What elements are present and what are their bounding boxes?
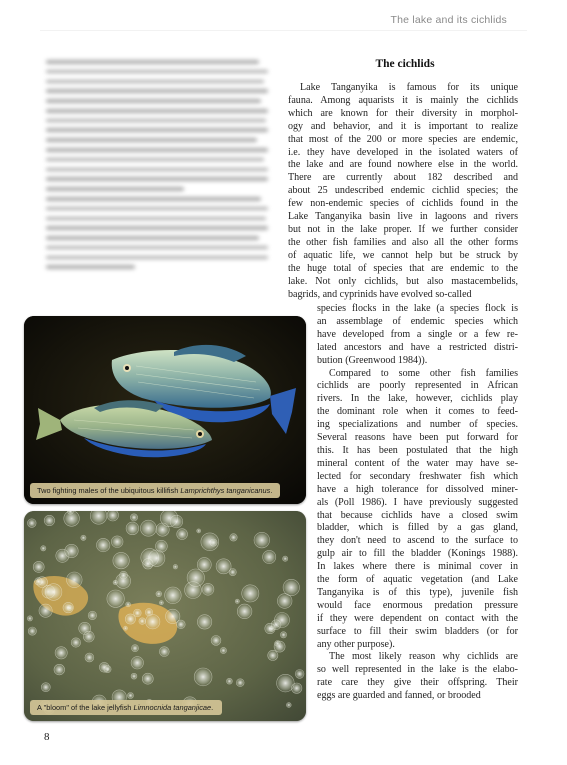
running-header: The lake and its cichlids: [390, 14, 507, 26]
jellyfish-mark: [104, 666, 111, 673]
jellyfish-mark: [28, 627, 36, 635]
text-line: Compared to some other fish families: [329, 367, 518, 379]
jellyfish-mark: [45, 584, 62, 601]
jellyfish-mark: [126, 602, 131, 607]
body-text-narrow: [317, 303, 518, 703]
jellyfish-mark: [55, 647, 67, 659]
jellyfish-photo: [24, 511, 306, 721]
section-title: The cichlids: [375, 58, 435, 70]
text-line: fauna. Among aquarists it is mainly the cichlids: [288, 94, 518, 106]
jellyfish-mark: [39, 604, 52, 617]
jellyfish-mark: [263, 550, 276, 563]
jellyfish-mark: [139, 618, 146, 625]
jellyfish-mark: [35, 578, 42, 585]
jellyfish-mark: [216, 559, 231, 574]
blurred-text-column: [46, 60, 268, 300]
jellyfish-mark: [142, 673, 153, 684]
body-text-full-width: [288, 82, 518, 301]
jellyfish-mark: [67, 511, 73, 514]
jellyfish-mark: [220, 647, 226, 653]
text-line: that because cichlids have a closed swim: [317, 509, 518, 521]
text-line: this. It has been postulated that the high: [317, 444, 518, 456]
text-line: i.e. they have developed in the isolated waters of: [288, 146, 518, 158]
jellyfish-mark: [202, 583, 214, 595]
killifish-photo: [24, 316, 306, 504]
jellyfish-mark: [79, 622, 91, 634]
text-line: the huge total of species that are endemic to the: [288, 262, 518, 274]
text-line: lake. Not only cichlids, but also mastacembelids,: [288, 275, 518, 287]
jellyfish-mark: [54, 664, 65, 675]
jellyfish-mark: [131, 673, 137, 679]
text-line: species flocks in the lake (a species flock is: [317, 303, 518, 314]
text-line: but not in the lake proper. If we further consider: [288, 223, 518, 235]
jellyfish-mark: [283, 556, 288, 561]
jellyfish-mark: [107, 511, 118, 521]
text-line: about 25 undescribed endemic cichlid species; the: [288, 185, 518, 197]
jellyfish-mark: [90, 511, 107, 524]
jellyfish-mark: [159, 647, 169, 657]
jellyfish-mark: [177, 529, 188, 540]
jellyfish-mark: [146, 615, 160, 629]
jellyfish-mark: [197, 615, 211, 629]
jellyfish-mark: [67, 572, 83, 588]
jellyfish-mark: [130, 514, 137, 521]
text-line: any other purpose).: [317, 638, 395, 650]
text-line: eggs are guarded and fanned, or brooded: [317, 690, 481, 702]
jellyfish-mark: [227, 678, 233, 684]
jellyfish-mark: [283, 579, 299, 595]
text-line: There are currently about 182 described and: [288, 172, 518, 184]
jellyfish-mark: [128, 693, 134, 699]
text-line: ogy and behavior, and it is important to realize: [288, 120, 518, 132]
text-line: Lake Tanganyika is famous for its unique: [300, 82, 518, 93]
jellyfish-mark: [85, 653, 94, 662]
jellyfish-mark: [170, 515, 183, 528]
jellyfish-caption: A "bloom" of the lake jellyfish Limnocnida tanganjicae.: [30, 700, 222, 715]
jellyfish-mark: [132, 645, 139, 652]
text-line: lected for secondary freshwater fish which: [317, 470, 518, 482]
jellyfish-mark: [125, 614, 135, 624]
jellyfish-mark: [201, 533, 219, 551]
text-line: few non-endemic species of cichlids found in the: [288, 198, 518, 210]
text-line: the other fish families and also all the other forms: [288, 236, 518, 248]
text-line: the form of aquatic vegetation (and Lake: [317, 574, 518, 586]
jellyfish-mark: [237, 604, 252, 619]
jellyfish-mark: [286, 703, 291, 708]
jellyfish-mark: [187, 569, 204, 586]
jellyfish-mark: [71, 638, 80, 647]
page-number: 8: [44, 731, 50, 743]
text-line: mineral content of the water may have se-: [317, 457, 518, 469]
text-line: an assemblage of endemic species which: [317, 315, 518, 327]
jellyfish-mark: [271, 620, 281, 630]
jellyfish-mark: [44, 515, 54, 525]
jellyfish-mark: [27, 616, 32, 621]
jellyfish-mark: [97, 538, 110, 551]
jellyfish-mark: [295, 670, 304, 679]
jellyfish-mark: [277, 594, 292, 609]
text-line: the lake and are found nowhere else in the world.: [288, 159, 518, 171]
jellyfish-mark: [254, 532, 270, 548]
jellyfish-mark: [63, 602, 73, 612]
jellyfish-mark: [143, 559, 153, 569]
jellyfish-mark: [131, 657, 143, 669]
jellyfish-mark: [126, 522, 139, 535]
jellyfish-mark: [81, 535, 86, 540]
text-line: Lake Tanganyika basin live in lagoons and rivers: [288, 211, 518, 223]
jellyfish-mark: [111, 536, 123, 548]
text-line: lated ancestors and have a restricted distri-: [317, 341, 518, 353]
text-line: would face enormous predation pressure: [317, 599, 518, 611]
killifish-caption: Two fighting males of the ubiquitous killifish Lamprichthys tanganicanus.: [30, 483, 280, 498]
jellyfish-mark: [166, 609, 180, 623]
jellyfish-mark: [194, 668, 212, 686]
jellyfish-mark: [242, 585, 259, 602]
text-line: cichlids are poorly represented in African: [317, 380, 518, 392]
jellyfish-mark: [274, 641, 285, 652]
text-line: The most likely reason why cichlids are: [329, 651, 518, 663]
jellyfish-mark: [134, 609, 142, 617]
text-line: rivers. In the lake, however, cichlids play: [317, 393, 518, 405]
jellyfish-mark: [211, 636, 221, 646]
text-line: gulp air to fill the bladder (Konings 1988).: [317, 548, 518, 560]
text-line: rate care they give their offspring. Their: [317, 677, 518, 689]
text-line: have a high tolerance for dissolved miner-: [317, 483, 518, 495]
jellyfish-mark: [107, 590, 124, 607]
header-rule: [40, 30, 527, 31]
jellyfish-mark: [156, 591, 162, 597]
jellyfish-mark: [165, 587, 182, 604]
jellyfish-mark: [28, 519, 37, 528]
text-line: ing specializations and number of species.: [317, 419, 518, 431]
text-line: so well represented in the lake is the elabo-: [317, 664, 518, 676]
jellyfish-mark: [292, 683, 302, 693]
jellyfish-mark: [268, 650, 278, 660]
jellyfish-mark: [235, 599, 239, 603]
text-line: als (Poll 1986). I have previously suggested: [317, 496, 518, 508]
jellyfish-mark: [120, 571, 128, 579]
jellyfish-mark: [113, 552, 129, 568]
jellyfish-mark: [88, 611, 96, 619]
jellyfish-mark: [280, 632, 286, 638]
jellyfish-mark: [140, 520, 156, 536]
jellyfish-mark: [159, 601, 163, 605]
text-line: they don't need to ascend to the surface to: [317, 535, 518, 547]
text-line: of aquatic life, we cannot help but be struck by: [288, 249, 518, 261]
jellyfish-mark: [41, 683, 50, 692]
jellyfish-mark: [33, 561, 44, 572]
text-line: bution (Greenwood 1984)).: [317, 354, 428, 366]
jellyfish-mark: [173, 565, 177, 569]
text-line: surface to fill their swim bladders (or for: [317, 625, 518, 637]
text-line: the dominant role when it comes to feed-: [317, 406, 518, 418]
jellyfish-mark: [197, 529, 201, 533]
jellyfish-mark: [156, 523, 169, 536]
jellyfish-mark: [236, 679, 244, 687]
text-line: if they were dependent on contact with the: [317, 612, 518, 624]
text-line: which are known for their diversity in morphol-: [288, 107, 518, 119]
jellyfish-mark: [41, 546, 46, 551]
jellyfish-mark: [65, 544, 78, 557]
text-line: In lakes where there is minimal cover in: [317, 561, 518, 573]
text-line: Tanganyika is of this type), juvenile fish: [317, 586, 518, 598]
jellyfish-mark: [124, 626, 128, 630]
text-line: bladder, which is filled by a gas gland,: [317, 522, 518, 534]
text-line: have developed from a single or a few re-: [317, 328, 518, 340]
text-line: Several reasons have been put forward for: [317, 432, 518, 444]
text-line: that most of the 200 or more species are endemic,: [288, 133, 518, 145]
jellyfish-mark: [230, 534, 237, 541]
jellyfish-mark: [113, 580, 117, 584]
text-line: bagrids, and cyprinids have evolved so-called: [288, 288, 472, 300]
